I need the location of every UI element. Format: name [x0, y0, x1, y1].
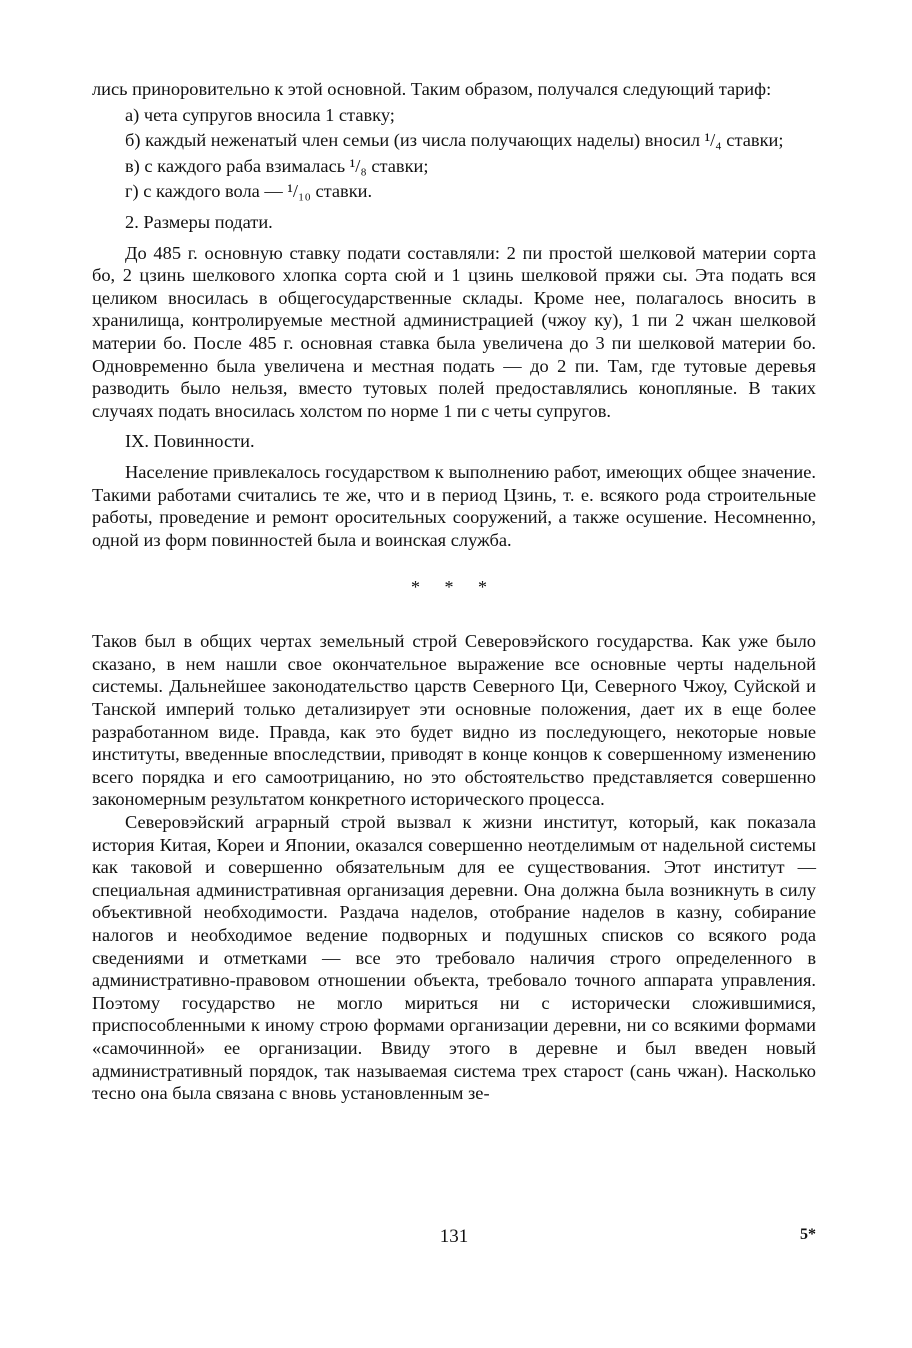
paragraph-village-administration: Северовэйский аграрный строй вызвал к жизни институт, который, как показала история Китая, Кореи и Японии, оказался совершенно неотделимым от надельной системы как таковой и совершенно обязательным для ее существования. Этот институт — специальная административная организация деревни. Она должна была возникнуть в силу объективной необходимости. Раздача наделов, отобрание наделов в казну, собирание налогов и необходимое ведение подворных и подушных списков со всякого рода сведениями и отметками — все это требовало наличия строго определенного в административно-правовом отношении объекта, требовало точного аппарата управления. Поэтому государство не могло мириться ни с исторически сложившимися, приспособленными к иному строю формами организации деревни, ни со всякими формами «самочинной» ее организации. Ввиду этого в деревне и был введен новый административный порядок, так называемая система трех старост (сань чжан). Насколько тесно она была связана с вновь установленным зе- [92, 812, 816, 1104]
paragraph-duties: Население привлекалось государством к выполнению работ, имеющих общее значение. Такими работами считались те же, что и в период Цзинь, т. е. всякого рода строительные работы, проведение и ремонт оросительных сооружений, а также осушение. Несомненно, одной из форм повинностей была и воинская служба. [92, 461, 816, 550]
page-footer [92, 1226, 816, 1256]
list-item-d: г) с каждого вола — ¹/₁₀ ставки. [125, 181, 373, 202]
paragraph-land-system: Таков был в общих чертах земельный строй Северовэйского государства. Как уже было сказано, в нем нашли свое окончательное выражение все основные черты надельной системы. Дальнейшее законодательство царств Северного Ци, Северного Чжоу, Суйской и Танской империй только детализирует эти основные положения, дает их в еще более разработанном виде. Правда, как это будет видно из последующего, некоторые новые институты, введенные впоследствии, приводят в конце концов к совершенному изменению всего порядка и его самоотрицанию, но это обстоятельство представляется совершенно закономерным результатом конкретного исторического процесса. [92, 631, 816, 810]
section-separator: * * * [411, 577, 497, 598]
list-item-b: б) каждый неженатый член семьи (из числа получающих наделы) вносил ¹/₄ ставки; [125, 130, 784, 151]
section-heading-tax-size: 2. Размеры подати. [125, 211, 273, 232]
signature-mark: 5* [800, 1226, 816, 1243]
list-item-a: а) чета супругов вносила 1 ставку; [125, 104, 395, 125]
page-number: 131 [439, 1226, 469, 1247]
list-item-c: в) с каждого раба взималась ¹/₈ ставки; [125, 155, 429, 176]
section-heading-duties: IX. Повинности. [125, 431, 255, 452]
paragraph-continuation: лись приноровительно к этой основной. Таким образом, получался следующий тариф: [92, 79, 772, 99]
paragraph-tax-rates: До 485 г. основную ставку подати составляли: 2 пи простой шелковой материи сорта бо, 2 цзинь шелкового хлопка сорта сюй и 1 цзинь шелковой пряжи сы. Эта подать вся целиком вносилась в общегосударственные склады. Кроме нее, полагалось вносить в хранилища, контролируемые местной администрацией (чжоу ку), 1 пи 2 чжан шелковой материи бо. После 485 г. основная ставка была увеличена до 3 пи шелковой материи бо. Одновременно была увеличена и местная подать — до 2 пи. Там, где тутовые деревья разводить было нельзя, вместо тутовых полей предоставлялись конопляные. В таких случаях подать вносилась холстом по норме 1 пи с четы супругов. [92, 242, 816, 421]
page-body [92, 78, 816, 1105]
